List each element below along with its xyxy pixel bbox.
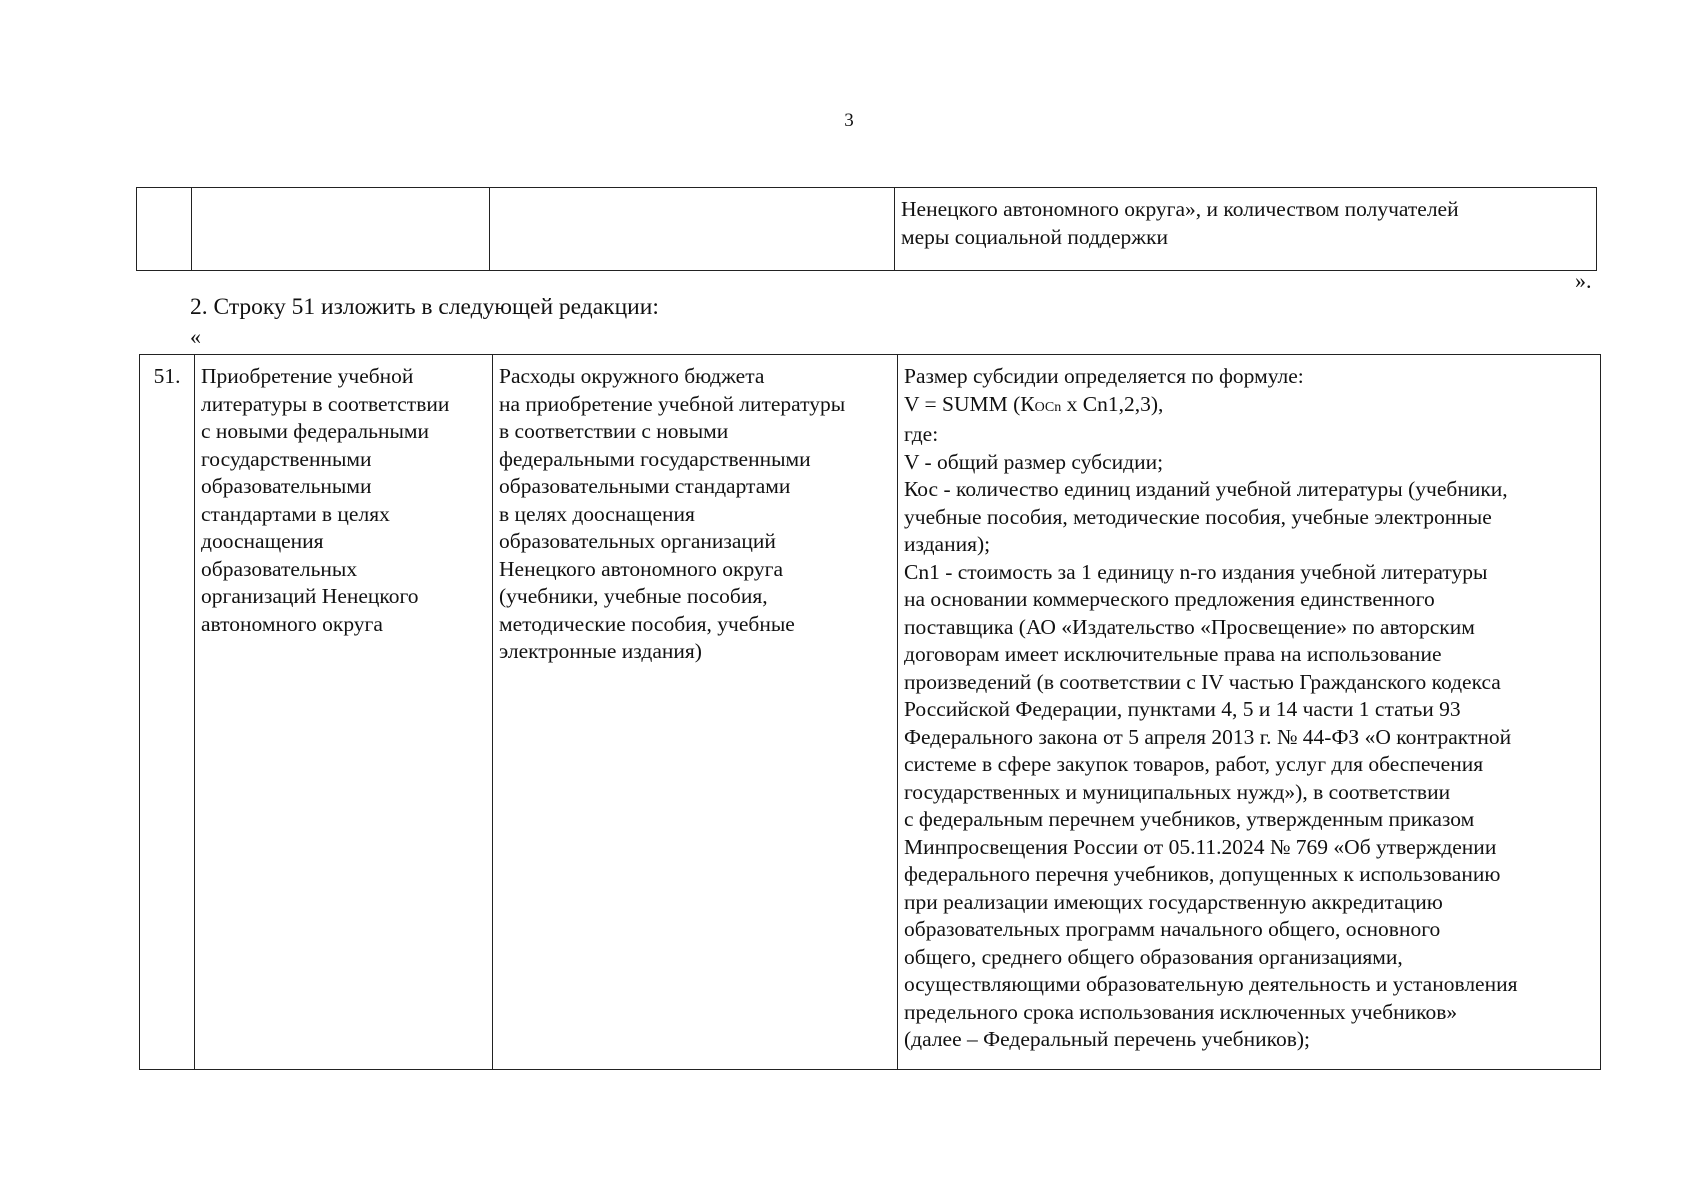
text-line: поставщика (АО «Издательство «Просвещение» по авторским bbox=[904, 614, 1475, 639]
text-line: Федерального закона от 5 апреля 2013 г. № 44-ФЗ «О контрактной bbox=[904, 724, 1512, 749]
formula-prefix: V = SUMM (К bbox=[904, 391, 1035, 416]
text-line: меры социальной поддержки bbox=[901, 224, 1169, 249]
text-line: Российской Федерации, пунктами 4, 5 и 14 части 1 статьи 93 bbox=[904, 697, 1461, 721]
text-line: автономного округа bbox=[201, 611, 383, 636]
text-line: образовательных организаций bbox=[499, 529, 776, 553]
text-line: дооснащения bbox=[201, 529, 324, 553]
expense-cell bbox=[493, 355, 898, 1070]
formula-suffix: х Сn1,2,3), bbox=[1061, 391, 1164, 416]
text-line: Ненецкого автономного округа bbox=[499, 556, 784, 581]
text-line: Сn1 - стоимость за 1 единицу n-го издания учебной литературы bbox=[904, 559, 1488, 584]
text-line: организаций Ненецкого bbox=[201, 584, 419, 608]
text-line: государственными bbox=[201, 446, 372, 471]
closing-quote: ». bbox=[1575, 268, 1592, 293]
name-cell bbox=[192, 188, 490, 271]
formula-subscript: ОСn bbox=[1034, 399, 1062, 415]
text-line: (далее – Федеральный перечень учебников); bbox=[904, 1027, 1311, 1051]
text-line: стандартами в целях bbox=[201, 501, 390, 526]
text-line: системе в сфере закупок товаров, работ, услуг для обеспечения bbox=[904, 752, 1484, 776]
page-number: 3 bbox=[844, 110, 854, 131]
text-line: с новыми федеральными bbox=[201, 419, 430, 443]
table-row bbox=[140, 355, 1601, 1070]
text-line: на приобретение учебной литературы bbox=[499, 391, 846, 416]
method-cell bbox=[898, 355, 1601, 1070]
text-line: Кос - количество единиц изданий учебной литературы (учебники, bbox=[904, 477, 1508, 501]
instruction-text: 2. Строку 51 изложить в следующей редакции: bbox=[190, 294, 659, 320]
text-line: Приобретение учебной bbox=[201, 364, 414, 388]
text-line: V - общий размер субсидии; bbox=[904, 449, 1164, 474]
text-line: литературы в соответствии bbox=[201, 391, 450, 416]
formula bbox=[904, 391, 1594, 422]
text-line: федеральными государственными bbox=[499, 446, 811, 471]
text-line: Ненецкого автономного округа», и количеством получателей bbox=[901, 197, 1459, 221]
text-line: договорам имеет исключительные права на использование bbox=[904, 642, 1442, 666]
text-line: федерального перечня учебников, допущенных к использованию bbox=[904, 862, 1501, 886]
continued-table bbox=[136, 187, 1597, 271]
text-line: при реализации имеющих государственную аккредитацию bbox=[904, 889, 1443, 914]
text-line: где: bbox=[904, 422, 939, 446]
text-line: общего, среднего общего образования организациями, bbox=[904, 944, 1403, 969]
number-cell bbox=[137, 188, 192, 271]
name-cell bbox=[195, 355, 493, 1070]
text-line: образовательных программ начального общего, основного bbox=[904, 917, 1441, 941]
text-line: методические пособия, учебные bbox=[499, 611, 795, 636]
text-line: государственных и муниципальных нужд»), в соответствии bbox=[904, 779, 1451, 804]
text-line: на основании коммерческого предложения единственного bbox=[904, 587, 1435, 611]
text-line: в соответствии с новыми bbox=[499, 419, 729, 443]
row-number: 51. bbox=[140, 355, 195, 1070]
formula-intro: Размер субсидии определяется по формуле: bbox=[904, 364, 1304, 388]
text-line: Минпросвещения России от 05.11.2024 № 769 «Об утверждении bbox=[904, 834, 1497, 859]
text-line: предельного срока использования исключенных учебников» bbox=[904, 999, 1458, 1024]
text-line: издания); bbox=[904, 532, 991, 556]
expense-cell bbox=[490, 188, 895, 271]
text-line: Расходы окружного бюджета bbox=[499, 364, 765, 388]
text-line: учебные пособия, методические пособия, учебные электронные bbox=[904, 504, 1492, 529]
text-line: в целях дооснащения bbox=[499, 501, 695, 526]
text-line: образовательными bbox=[201, 474, 372, 498]
text-line: образовательными стандартами bbox=[499, 474, 791, 498]
opening-quote: « bbox=[190, 324, 201, 349]
text-line: (учебники, учебные пособия, bbox=[499, 584, 768, 608]
text-line: осуществляющими образовательную деятельность и установления bbox=[904, 972, 1518, 996]
method-cell bbox=[895, 188, 1597, 271]
text-line: с федеральным перечнем учебников, утвержденным приказом bbox=[904, 807, 1475, 831]
table-row bbox=[137, 188, 1597, 271]
text-line: образовательных bbox=[201, 556, 358, 581]
row-51-table bbox=[139, 354, 1601, 1070]
text-line: электронные издания) bbox=[499, 639, 702, 663]
text-line: произведений (в соответствии с IV частью Гражданского кодекса bbox=[904, 669, 1501, 694]
